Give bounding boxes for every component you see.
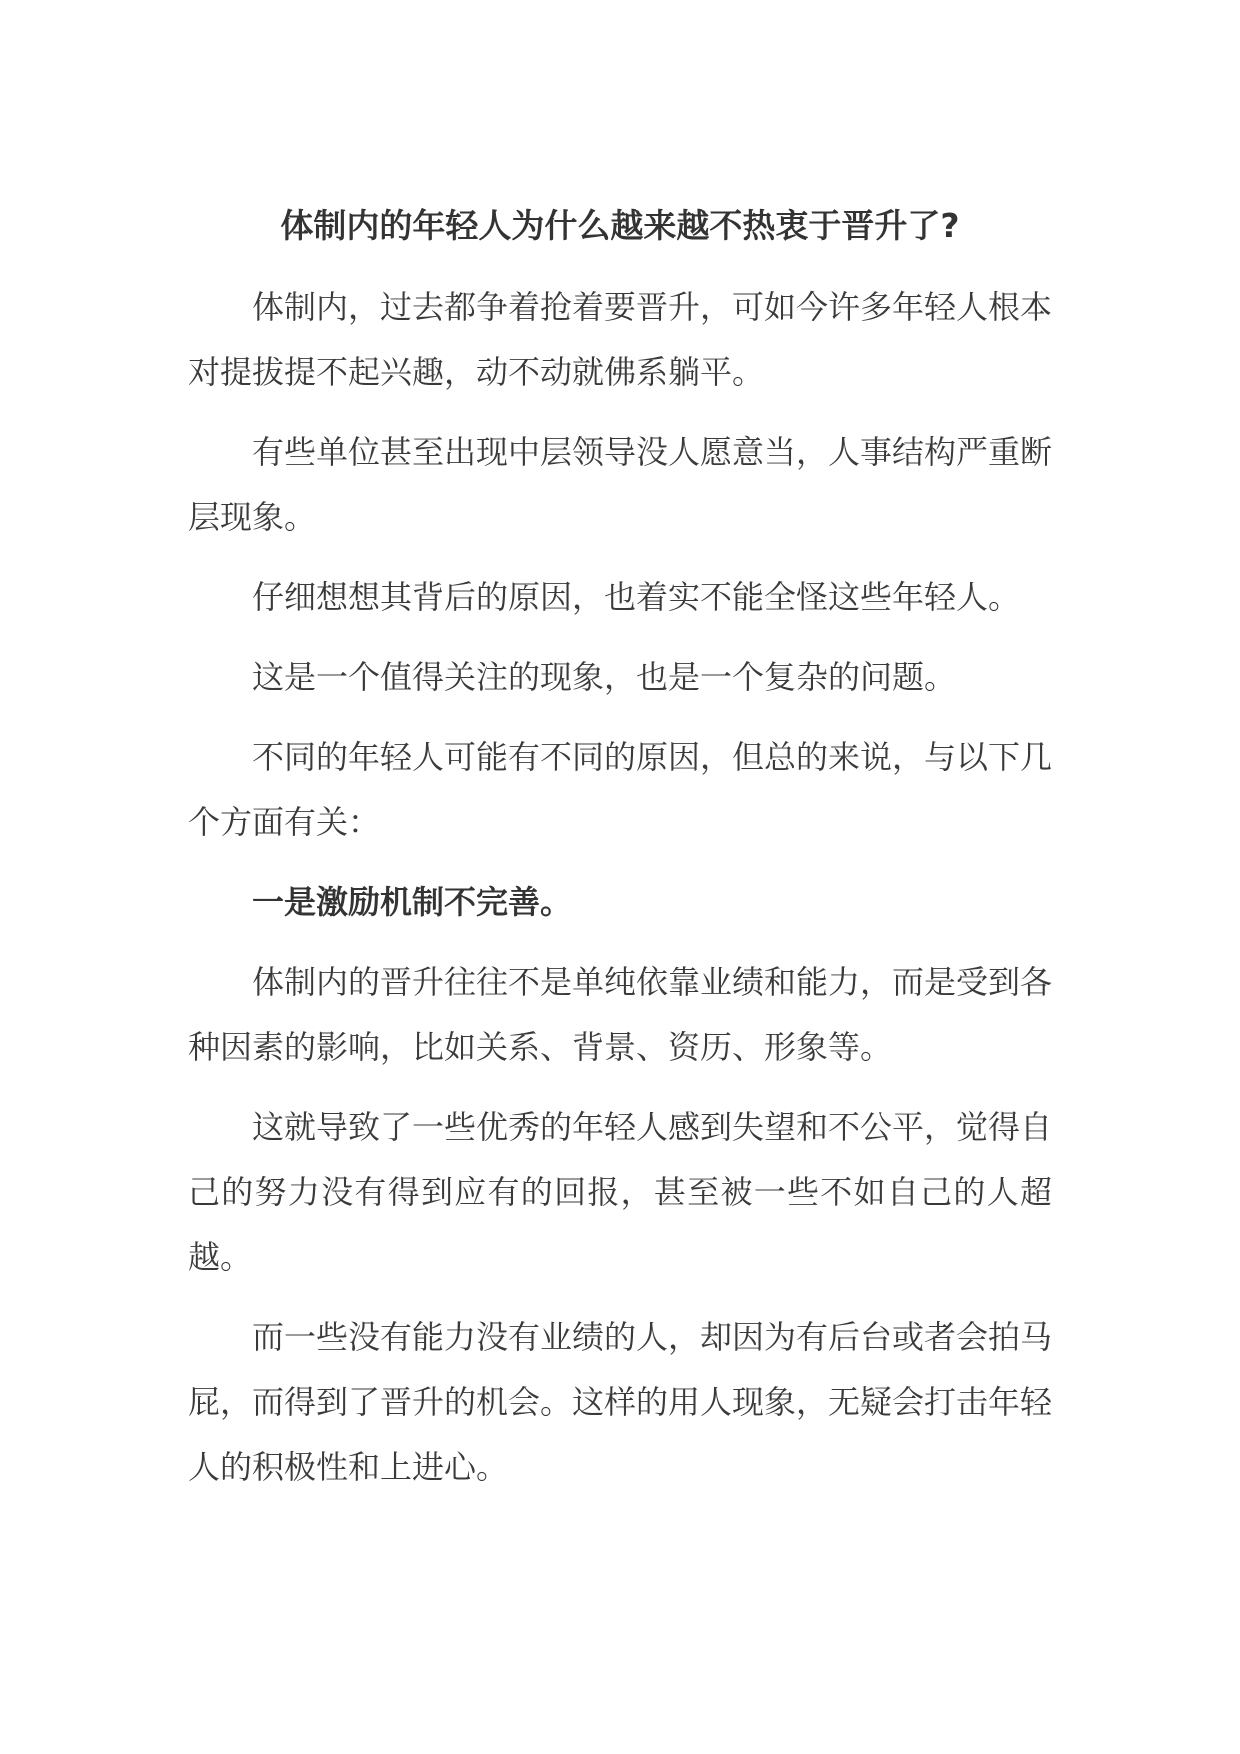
document-body xyxy=(188,275,1052,1515)
paragraph: 而一些没有能力没有业绩的人，却因为有后台或者会拍马屁，而得到了晋升的机会。这样的用人现象，无疑会打击年轻人的积极性和上进心。 xyxy=(188,1318,1053,1486)
paragraph: 体制内，过去都争着抢着要晋升，可如今许多年轻人根本对提拔提不起兴趣，动不动就佛系躺平。 xyxy=(188,288,1053,391)
section-heading: 一是激励机制不完善。 xyxy=(252,883,573,921)
paragraph: 这就导致了一些优秀的年轻人感到失望和不公平，觉得自己的努力没有得到应有的回报，甚至被一些不如自己的人超越。 xyxy=(188,1108,1053,1276)
paragraph: 体制内的晋升往往不是单纯依靠业绩和能力，而是受到各种因素的影响，比如关系、背景、资历、形象等。 xyxy=(188,963,1053,1066)
paragraph: 不同的年轻人可能有不同的原因，但总的来说，与以下几个方面有关： xyxy=(188,738,1053,841)
document-title: 体制内的年轻人为什么越来越不热衷于晋升了? xyxy=(280,206,960,245)
paragraph: 这是一个值得关注的现象，也是一个复杂的问题。 xyxy=(252,658,957,696)
paragraph: 有些单位甚至出现中层领导没人愿意当，人事结构严重断层现象。 xyxy=(188,433,1053,536)
paragraph: 仔细想想其背后的原因，也着实不能全怪这些年轻人。 xyxy=(252,578,1021,616)
